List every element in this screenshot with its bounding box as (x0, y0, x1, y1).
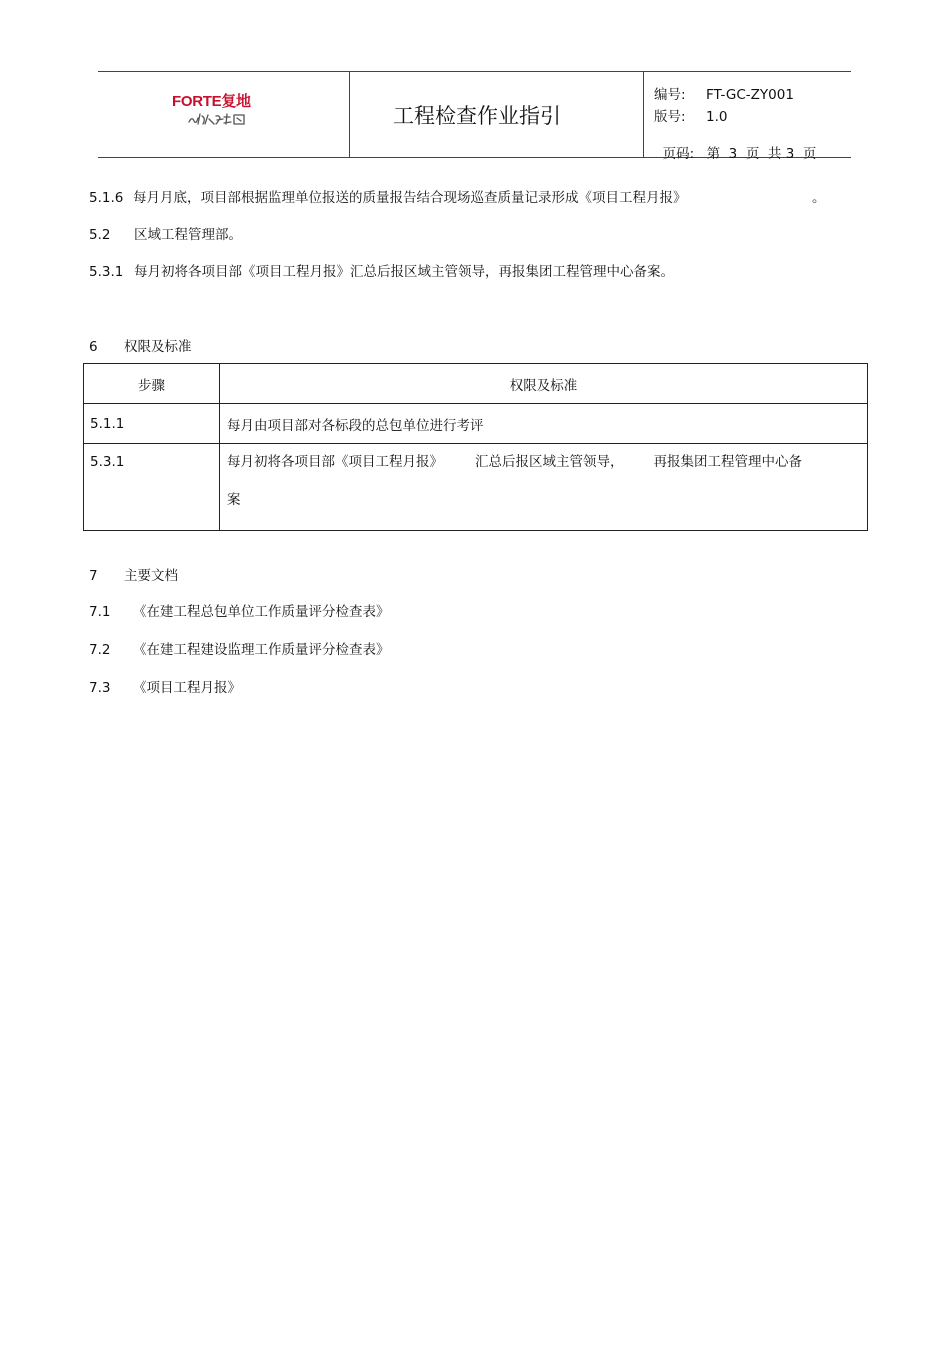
header-divider-left (349, 71, 350, 158)
section-number: 5.2 (89, 227, 111, 243)
page-label: 页码: (662, 146, 695, 162)
standard-cell (220, 444, 868, 531)
document-item-7-3 (89, 676, 241, 696)
header-top-rule (98, 71, 851, 72)
version-value: 1.0 (706, 109, 728, 125)
logo-slogan-signature (186, 110, 258, 128)
header-divider-right (643, 71, 644, 158)
page-text: 第 3 页 共 3 页 (706, 146, 817, 162)
section-number: 5.3.1 (89, 264, 124, 280)
item-text: 《在建工程建设监理工作质量评分检查表》 (133, 642, 390, 658)
section-text: 每月月底，项目部根据监理单位报送的质量报告结合现场巡查质量记录形成《项目工程月报》 (133, 190, 687, 206)
logo-wordmark: FORTE复地 (172, 93, 251, 110)
table-header-row (84, 364, 868, 404)
section-text: 区域工程管理部。 (134, 227, 242, 243)
table-row (84, 444, 868, 531)
section-5-3-1 (89, 260, 674, 280)
section-5-1-6 (89, 186, 687, 206)
column-header-step: 步骤 (84, 364, 220, 404)
item-text: 《在建工程总包单位工作质量评分检查表》 (133, 604, 390, 620)
section-text: 每月初将各项目部《项目工程月报》汇总后报区域主管领导，再报集团工程管理中心备案。 (134, 264, 674, 280)
document-item-7-1 (89, 600, 390, 620)
standard-cell: 每月由项目部对各标段的总包单位进行考评 (220, 404, 868, 444)
section-5-2 (89, 223, 242, 243)
document-title: 工程检查作业指引 (393, 104, 561, 128)
document-item-7-2 (89, 638, 390, 658)
section-5-1-6-tail: 。 (812, 190, 826, 206)
item-number: 7.1 (89, 604, 111, 620)
section-number: 7 (89, 568, 98, 584)
section-number: 5.1.6 (89, 190, 124, 206)
code-value: FT-GC-ZY001 (706, 87, 794, 103)
permissions-table (83, 363, 868, 531)
meta-version (654, 105, 727, 125)
meta-code (654, 83, 794, 103)
column-header-standard: 权限及标准 (220, 364, 868, 404)
section-7-heading (89, 564, 178, 584)
company-logo (172, 90, 272, 130)
step-cell: 5.1.1 (84, 404, 220, 444)
table-row (84, 404, 868, 444)
item-number: 7.3 (89, 680, 111, 696)
standard-text-part-c: 再报集团工程管理中心备 (653, 454, 802, 470)
item-number: 7.2 (89, 642, 111, 658)
version-label: 版号: (654, 109, 686, 125)
section-6-heading (89, 335, 192, 355)
section-text: 权限及标准 (124, 339, 192, 355)
code-label: 编号: (654, 87, 686, 103)
section-text: 主要文档 (124, 568, 178, 584)
standard-text-part-b: 汇总后报区域主管领导， (475, 454, 624, 470)
section-number: 6 (89, 339, 98, 355)
standard-text-part-a: 每月初将各项目部《项目工程月报》 (227, 454, 443, 470)
standard-text-part-d: 案 (227, 492, 241, 508)
step-cell: 5.3.1 (84, 444, 220, 531)
item-text: 《项目工程月报》 (133, 680, 241, 696)
meta-page (654, 126, 816, 162)
